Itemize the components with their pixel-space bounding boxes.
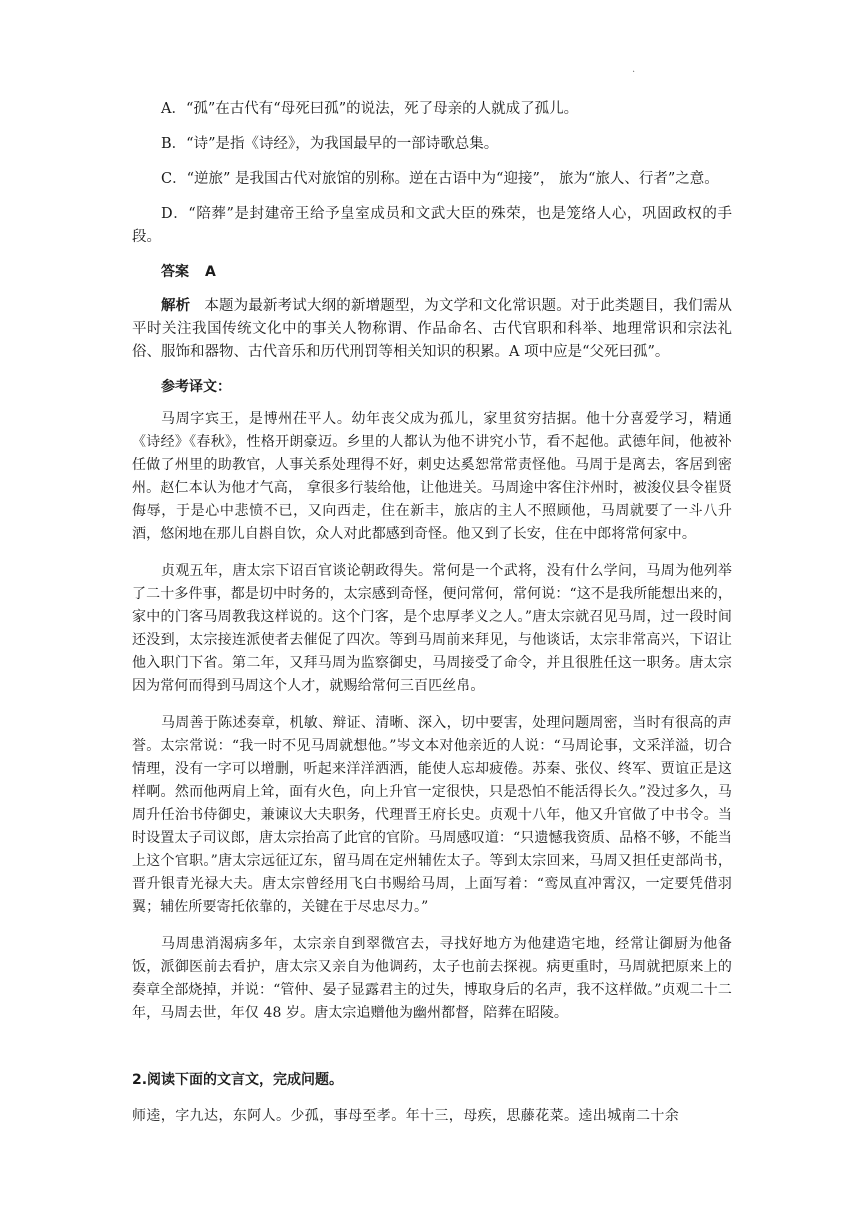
answer-value: A bbox=[205, 264, 216, 280]
translation-paragraph-4: 马周患消渴病多年，太宗亲自到翠微宫去，寻找好地方为他建造宅地，经常让御厨为他备饭，派御医前去看护，唐太宗又亲自为他调药，太子也前去探视。病更重时，马周就把原来上的奏章全部烧掉，并说：“管仲、晏子显露君主的过失，博取身后的名声，我不这样做。”贞观二十二年，马周去世，年仅 48 岁。唐太宗追赠他为幽州都督，陪葬在昭陵。 bbox=[132, 936, 732, 1021]
option-c: C．“逆旅” 是我国古代对旅馆的别称。逆在古语中为“迎接”， 旅为“旅人、行者”之意。 bbox=[161, 171, 719, 187]
reference-title: 参考译文： bbox=[161, 379, 231, 395]
option-b: B．“诗”是指《诗经》，为我国最早的一部诗歌总集。 bbox=[161, 136, 499, 152]
translation-paragraph-2: 贞观五年，唐太宗下诏百官谈论朝政得失。常何是一个武将，没有什么学问，马周为他列举了二十多件事，都是切中时务的，太宗感到奇怪，便问常何，常何说：“这不是我所能想出来的，家中的门客马周教我这样说的。这个门客，是个忠厚孝义之人。”唐太宗就召见马周，过一段时间还没到，太宗接连派使者去催促了四次。等到马周前来拜见，与他谈话，太宗非常高兴，下诏让他入职门下省。第二年，又拜马周为监察御史，马周接受了命令，并且很胜任这一职务。唐太宗因为常何而得到马周这个人才，就赐给常何三百匹丝帛。 bbox=[132, 563, 732, 694]
question-2-passage: 师逵，字九达，东阿人。少孤，事母至孝。年十三，母疾，思藤花菜。逵出城南二十余 bbox=[132, 1108, 680, 1124]
translation-paragraph-1: 马周字宾王，是博州茌平人。幼年丧父成为孤儿，家里贫穷拮据。他十分喜爱学习，精通《诗经》《春秋》，性格开朗豪迈。乡里的人都认为他不讲究小节，看不起他。武德年间，他被补任做了州里的助教官，人事关系处理得不好，刺史达奚恕常常责怪他。马周于是离去，客居到密州。赵仁本认为他才气高， 拿很多行装给他，让他进关。马周途中客住汴州时，被浚仪县令崔贤侮辱，于是心中悲愤不已，又向西走，住在新丰，旅店的主人不照顾他，马周就要了一斗八升酒，悠闲地在那儿自斟自饮，众人对此都感到奇怪。他又到了长安，住在中郎将常何家中。 bbox=[132, 411, 732, 542]
answer-line bbox=[132, 261, 732, 283]
answer-label: 答案 bbox=[161, 264, 189, 280]
header-mark: . bbox=[632, 64, 636, 75]
analysis-text: 本题为最新考试大纲的新增题型，为文学和文化常识题。对于此类题目，我们需从平时关注我国传统文化中的事关人物称谓、作品命名、古代官职和科举、地理常识和宗法礼俗、服饰和器物、古代音乐和历代刑罚等相关知识的积累。A 项中应是“父死曰孤”。 bbox=[132, 298, 733, 360]
option-a: A．“孤”在古代有“母死曰孤”的说法，死了母亲的人就成了孤儿。 bbox=[161, 101, 579, 117]
analysis-label: 解析 bbox=[161, 298, 191, 314]
question-2-title: 2.阅读下面的文言文，完成问题。 bbox=[132, 1072, 344, 1088]
analysis-paragraph bbox=[132, 295, 732, 364]
translation-paragraph-3: 马周善于陈述奏章，机敏、辩证、清晰、深入，切中要害，处理问题周密，当时有很高的声誉。太宗常说：“我一时不见马周就想他。”岑文本对他亲近的人说：“马周论事，文采洋溢，切合情理，没有一字可以增删，听起来洋洋洒洒，能使人忘却疲倦。苏秦、张仪、终军、贾谊正是这样啊。然而他两肩上耸，面有火色，向上升官一定很快，只是恐怕不能活得长久。”没过多久，马周升任治书侍御史，兼谏议大夫职务，代理晋王府长史。贞观十八年，他又升官做了中书令。当时设置太子司议郎，唐太宗抬高了此官的官阶。马周感叹道：“只遗憾我资质、品格不够，不能当上这个官职。”唐太宗远征辽东，留马周在定州辅佐太子。等到太宗回来，马周又担任吏部尚书，晋升银青光禄大夫。唐太宗曾经用飞白书赐给马周，上面写着：“鸾凤直冲霄汉，一定要凭借羽翼；辅佐所要寄托依靠的，关键在于尽忠尽力。” bbox=[132, 715, 732, 915]
document-content bbox=[132, 98, 732, 1128]
option-d: D．“陪葬”是封建帝王给予皇室成员和文武大臣的殊荣，也是笼络人心，巩固政权的手段。 bbox=[132, 206, 732, 245]
